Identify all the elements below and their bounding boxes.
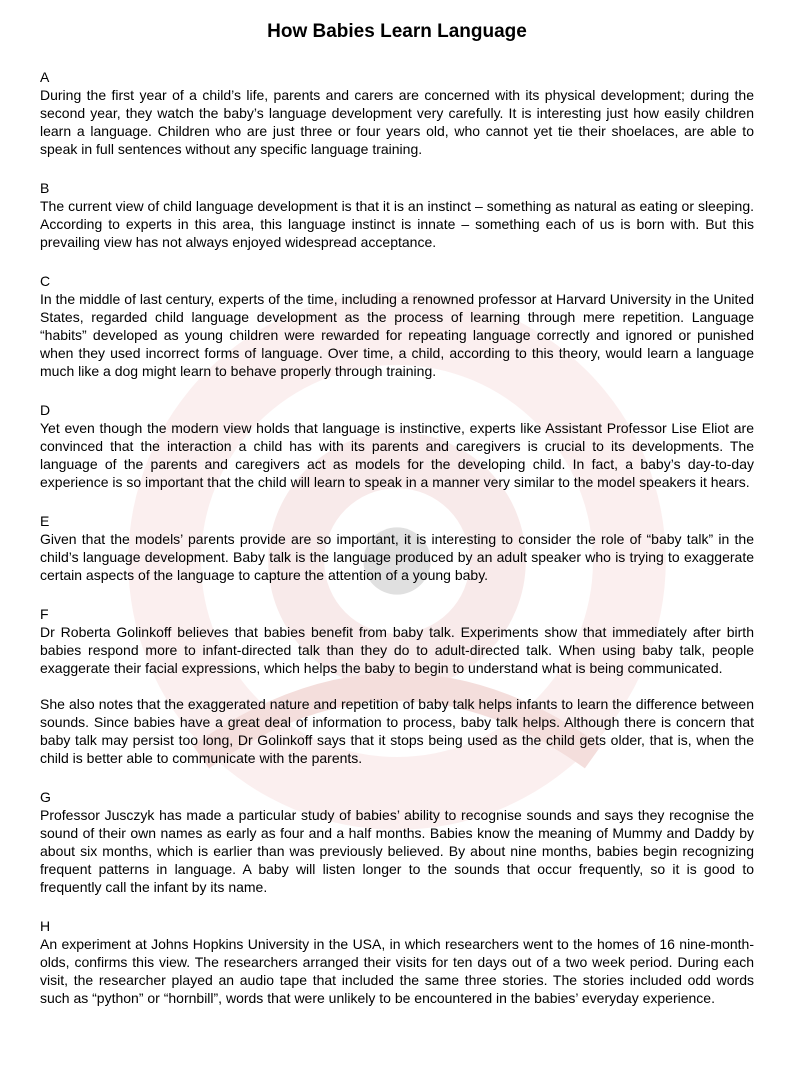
section-letter: F — [40, 606, 49, 622]
section-letter: H — [40, 918, 51, 934]
section-paragraph: Given that the models’ parents provide are so important, it is interesting to consider the role of “baby talk” in the child’s language development. Baby talk is the language produced by an adult speaker who is trying to exaggerate certain aspects of the language to capture the attention of a young baby. — [40, 531, 754, 583]
section-a — [40, 68, 754, 158]
section-paragraph: An experiment at Johns Hopkins University in the USA, in which researchers went to the homes of 16 nine-month-olds, confirms this view. The researchers arranged their visits for ten days out of a two week period. During each visit, the researcher played an audio tape that included the same three stories. The stories included odd words such as “python” or “hornbill”, words that were unlikely to be encountered in the babies’ everyday experience. — [40, 936, 754, 1006]
section-e — [40, 512, 754, 584]
document-page — [0, 21, 794, 1007]
section-letter: C — [40, 273, 51, 289]
section-letter: D — [40, 402, 51, 418]
section-d — [40, 401, 754, 491]
section-paragraph: Yet even though the modern view holds that language is instinctive, experts like Assistant Professor Lise Eliot are convinced that the interaction a child has with its parents and caregivers is crucial to its developments. The language of the parents and caregivers act as models for the developing child. In fact, a baby’s day-to-day experience is so important that the child will learn to speak in a manner very similar to the model speakers it hears. — [40, 420, 754, 490]
section-paragraph: She also notes that the exaggerated nature and repetition of baby talk helps infants to learn the difference between sounds. Since babies have a great deal of information to process, baby talk helps. Although there is concern that baby talk may persist too long, Dr Golinkoff says that it stops being used as the child gets older, that is, when the child is better able to communicate with the parents. — [40, 696, 754, 766]
section-g — [40, 788, 754, 896]
section-paragraph: In the middle of last century, experts of the time, including a renowned professor at Harvard University in the United States, regarded child language development as the process of learning through mere repetition. Language “habits” developed as young children were rewarded for repeating language correctly and ignored or punished when they used incorrect forms of language. Over time, a child, according to this theory, would learn a language much like a dog might learn to behave properly through training. — [40, 291, 754, 379]
section-letter: G — [40, 789, 51, 805]
section-c — [40, 272, 754, 380]
sections-container — [40, 68, 754, 1007]
section-b — [40, 179, 754, 251]
section-paragraph: Dr Roberta Golinkoff believes that babies benefit from baby talk. Experiments show that immediately after birth babies respond more to infant-directed talk than they do to adult-directed talk. When using baby talk, people exaggerate their facial expressions, which helps the baby to begin to understand what is being communicated. — [40, 624, 754, 676]
section-letter: E — [40, 513, 50, 529]
section-h — [40, 917, 754, 1007]
section-f — [40, 605, 754, 767]
section-paragraph: Professor Jusczyk has made a particular study of babies’ ability to recognise sounds and says they recognise the sound of their own names as early as four and a half months. Babies know the meaning of Mummy and Daddy by about six months, which is earlier than was previously believed. By about nine months, babies begin recognizing frequent patterns in language. A baby will listen longer to the sounds that occur frequently, so it is good to frequently call the infant by its name. — [40, 807, 754, 895]
section-letter: B — [40, 180, 50, 196]
page-title: How Babies Learn Language — [267, 21, 527, 42]
section-paragraph: The current view of child language development is that it is an instinct – something as natural as eating or sleeping. According to experts in this area, this language instinct is innate – something each of us is born with. But this prevailing view has not always enjoyed widespread acceptance. — [40, 198, 754, 250]
section-letter: A — [40, 69, 50, 85]
section-paragraph: During the first year of a child’s life, parents and carers are concerned with its physical development; during the second year, they watch the baby’s language development very carefully. It is interesting just how easily children learn a language. Children who are just three or four years old, who cannot yet tie their shoelaces, are able to speak in full sentences without any specific language training. — [40, 87, 754, 157]
